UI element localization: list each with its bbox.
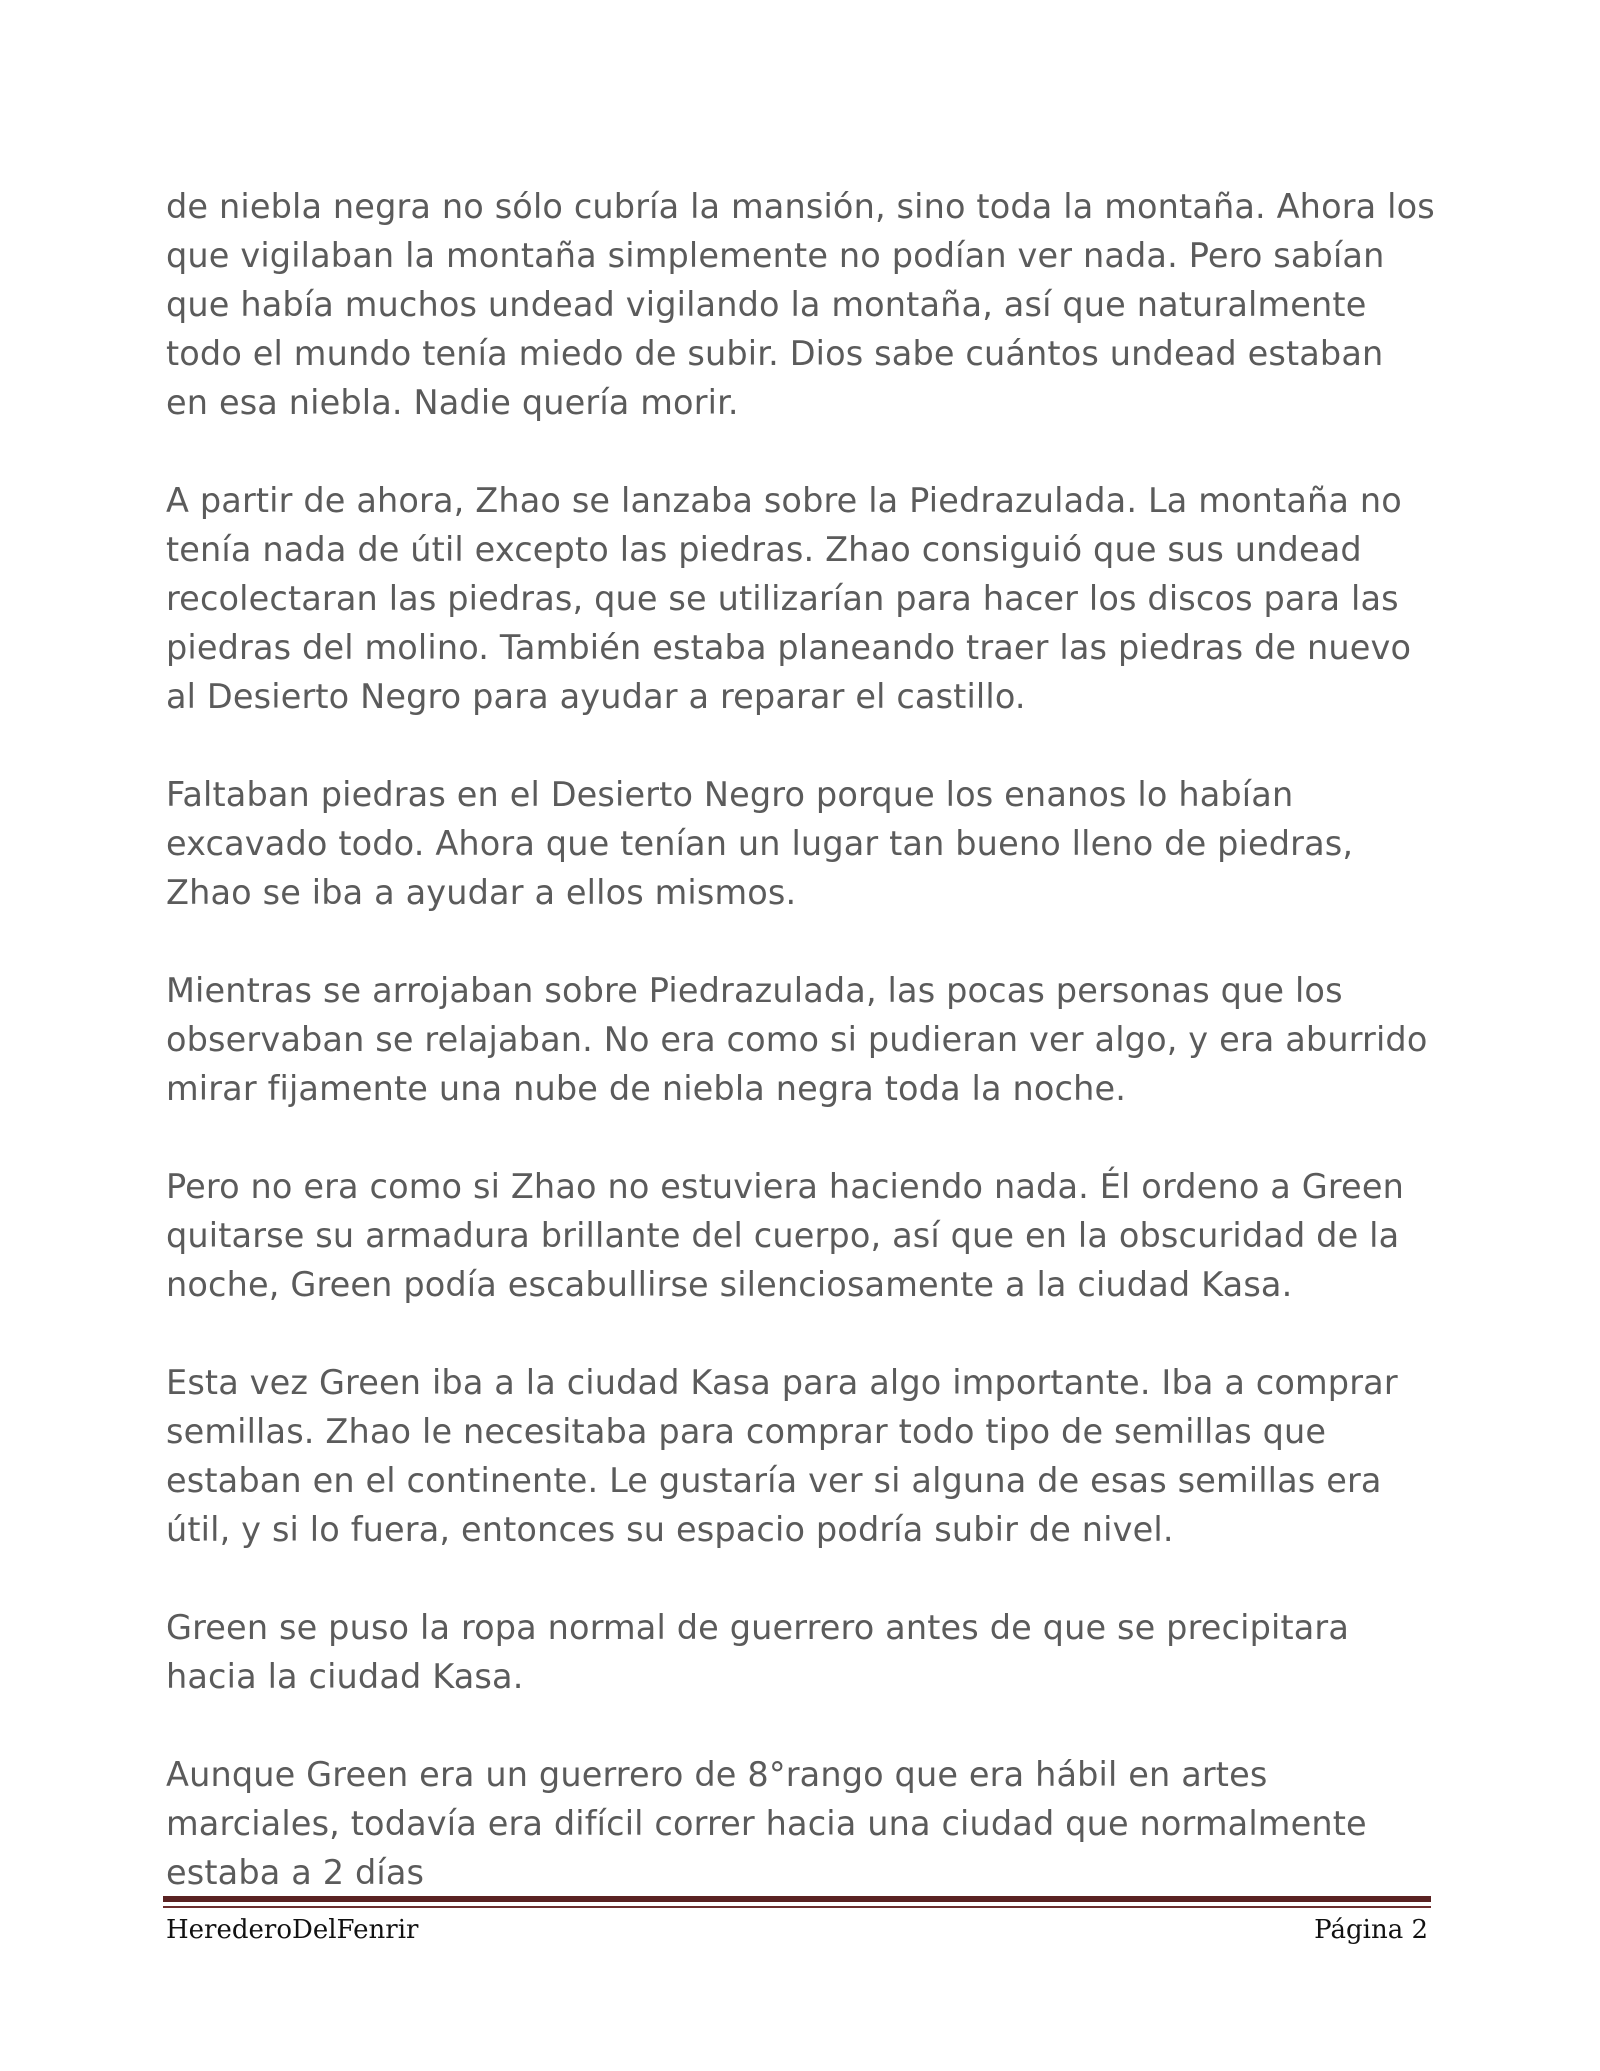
- page-body: [166, 182, 1436, 1897]
- paragraph-5: Pero no era como si Zhao no estuviera haciendo nada. Él ordeno a Green quitarse su armadura brillante del cuerpo, así que en la obscuridad de la noche, Green podía escabullirse silenciosamente a la ciudad Kasa.: [166, 1167, 1404, 1304]
- footer-author: HerederoDelFenrir: [166, 1915, 419, 1945]
- paragraph-4: Mientras se arrojaban sobre Piedrazulada, las pocas personas que los observaban se relajaban. No era como si pudieran ver algo, y era aburrido mirar fijamente una nube de niebla negra toda la noche.: [166, 971, 1428, 1108]
- paragraph-7: Green se puso la ropa normal de guerrero antes de que se precipitara hacia la ciudad Kasa.: [166, 1608, 1350, 1696]
- footer-divider-thick: [163, 1896, 1431, 1902]
- page-footer: [166, 1910, 1428, 1950]
- paragraph-3: Faltaban piedras en el Desierto Negro porque los enanos lo habían excavado todo. Ahora que tenían un lugar tan bueno lleno de piedras, Zhao se iba a ayudar a ellos mismos.: [166, 775, 1354, 912]
- footer-page-number: Página 2: [1314, 1915, 1428, 1945]
- paragraph-6: Esta vez Green iba a la ciudad Kasa para algo importante. Iba a comprar semillas. Zhao le necesitaba para comprar todo tipo de semillas que estaban en el continente. Le gustaría ver si alguna de esas semillas era útil, y si lo fuera, entonces su espacio podría subir de nivel.: [166, 1363, 1398, 1549]
- paragraph-1: de niebla negra no sólo cubría la mansión, sino toda la montaña. Ahora los que vigilaban la montaña simplemente no podían ver nada. Pero sabían que había muchos undead vigilando la montaña, así que naturalmente todo el mundo tenía miedo de subir. Dios sabe cuántos undead estaban en esa niebla. Nadie quería morir.: [166, 187, 1435, 422]
- paragraph-2: A partir de ahora, Zhao se lanzaba sobre la Piedrazulada. La montaña no tenía nada de útil excepto las piedras. Zhao consiguió que sus undead recolectaran las piedras, que se utilizarían para hacer los discos para las piedras del molino. También estaba planeando traer las piedras de nuevo al Desierto Negro para ayudar a reparar el castillo.: [166, 481, 1412, 716]
- footer-divider-thin: [163, 1906, 1431, 1908]
- paragraph-8: Aunque Green era un guerrero de 8°rango que era hábil en artes marciales, todavía era difícil correr hacia una ciudad que normalmente estaba a 2 días: [166, 1755, 1367, 1892]
